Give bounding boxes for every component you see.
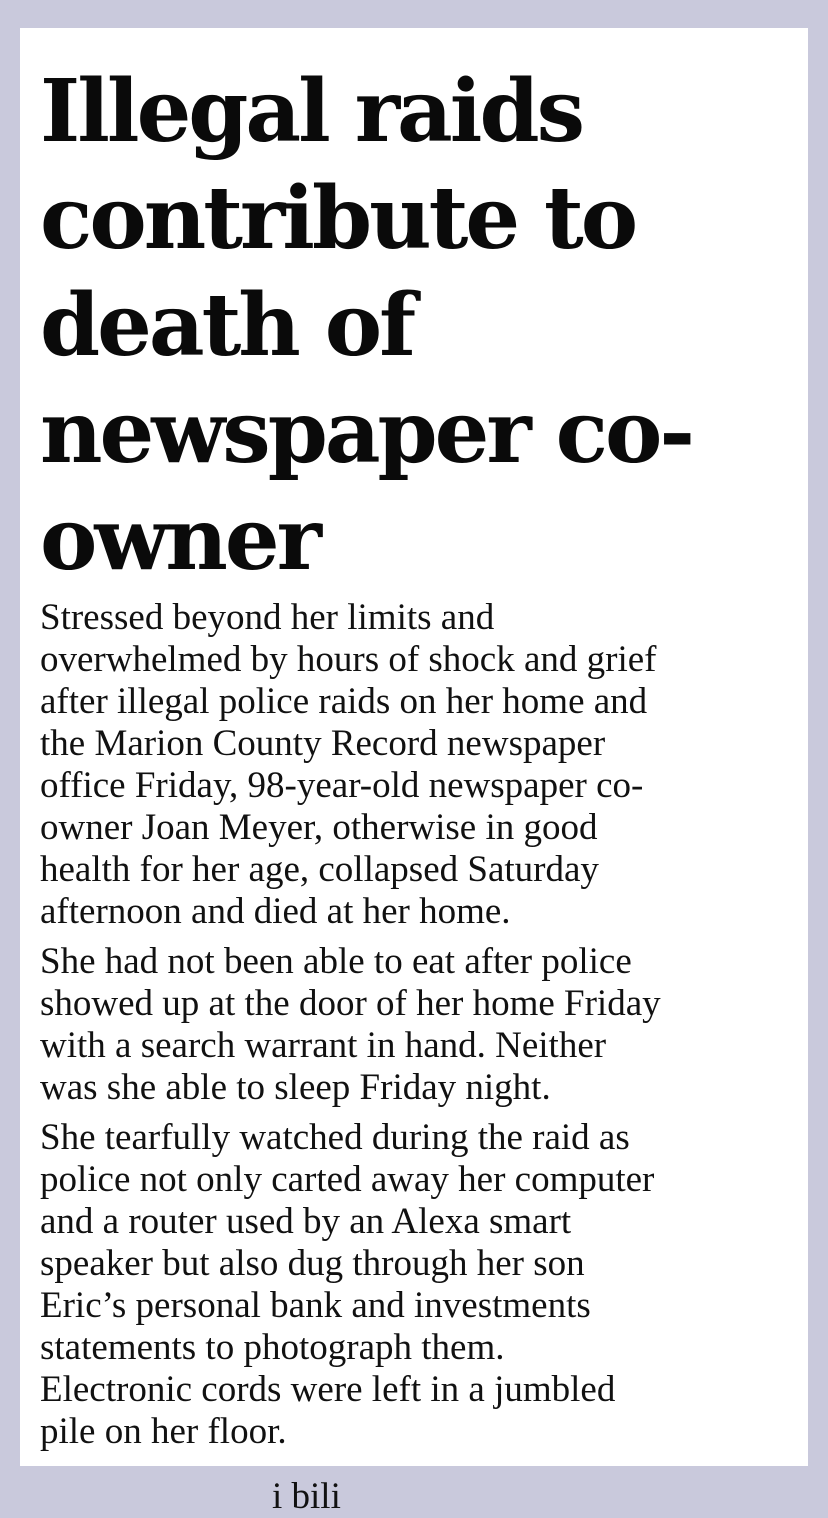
- clipped-next-line: [40, 1474, 800, 1517]
- headline: Illegal raids contribute to death of newspaper co- owner: [40, 61, 693, 590]
- paragraph-3: She tearfully watched during the raid as police not only carted away her computer and a router used by an Alexa smart speaker but also dug through her son Eric’s personal bank and investments statements to photograph them. Electronic cords were left in a jumbled pile on her floor.: [40, 1117, 655, 1452]
- paragraph-1: Stressed beyond her limits and overwhelmed by hours of shock and grief after illegal police raids on her home and the Marion County Record newspaper office Friday, 98-year-old newspaper co- owner Joan Meyer, otherwise in good health for her age, collapsed Saturday afternoon and died at her home.: [40, 597, 657, 932]
- article-page: [20, 28, 808, 1517]
- paragraph-2: She had not been able to eat after police showed up at the door of her home Friday with a search warrant in hand. Neither was she able to sleep Friday night.: [40, 941, 661, 1108]
- clipped-text-fragment: i bili: [272, 1476, 341, 1517]
- article-body: [40, 597, 800, 1461]
